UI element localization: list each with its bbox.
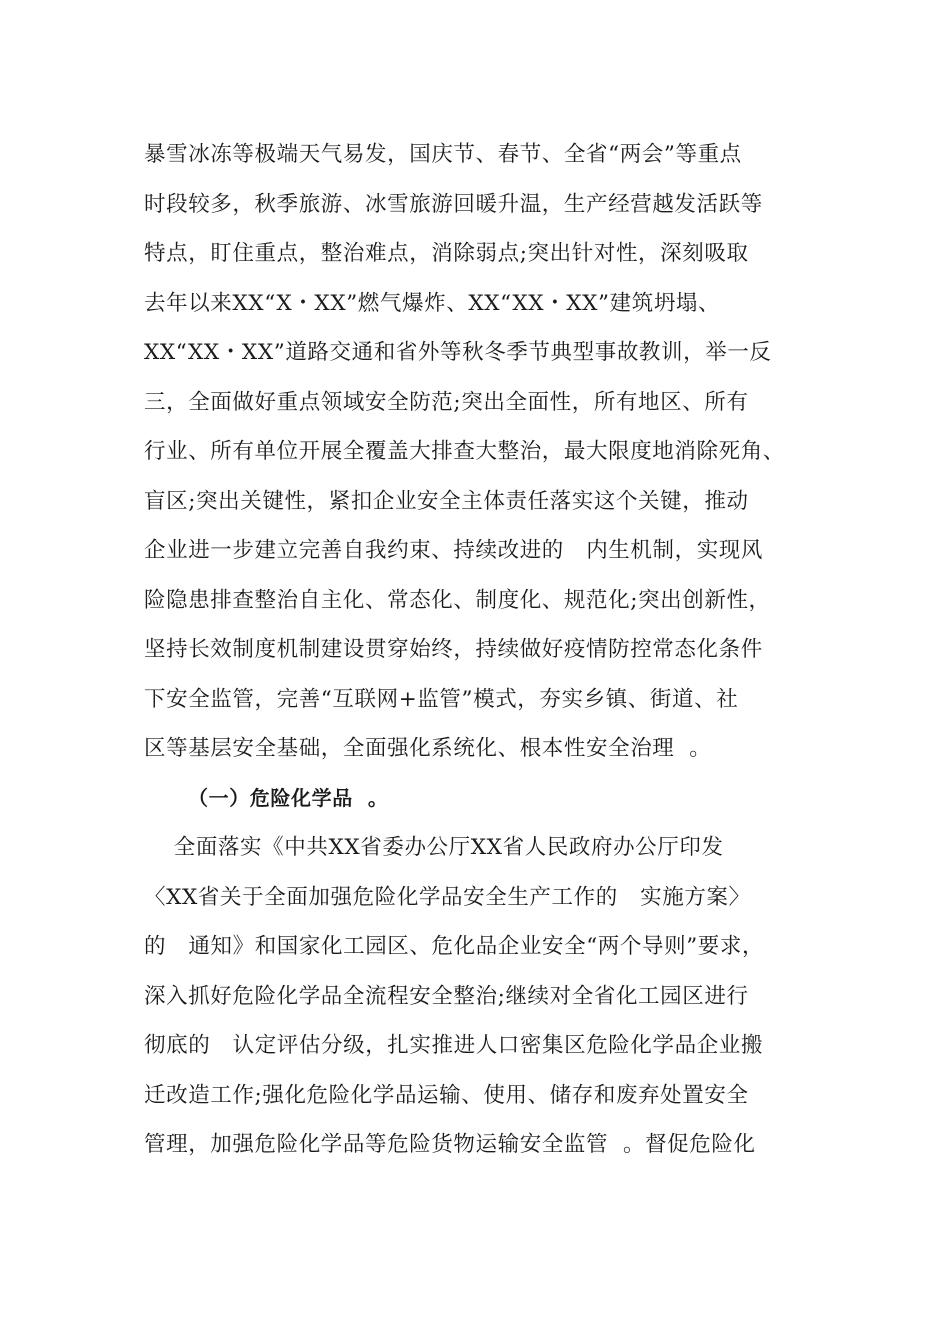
paragraph-line: 三，全面做好重点领域安全防范;突出全面性，所有地区、所有 [144,389,749,415]
paragraph-line: 特点，盯住重点，整治难点，消除弱点;突出针对性，深刻吸取 [144,241,749,266]
paragraph-line: 全面落实《中共XX省委办公厅XX省人民政府办公厅印发 [144,835,724,860]
paragraph-line: 暴雪冰冻等极端天气易发，国庆节、春节、全省“两会”等重点 [144,142,742,167]
paragraph-line: 险隐患排查整治自主化、常态化、制度化、规范化;突出创新性， [144,587,771,613]
paragraph-line: 区等基层安全基础，全面强化系统化、根本性安全治理 。 [144,736,712,761]
paragraph-line: 迁改造工作;强化危险化学品运输、使用、储存和废弃处置安全 [144,1082,749,1108]
section-heading: （一）危险化学品 。 [188,785,389,810]
paragraph-line: 去年以来XX“X・XX”燃气爆炸、XX“XX・XX”建筑坍塌、 [144,290,721,316]
paragraph-line: 盲区;突出关键性，紧扣企业安全主体责任落实这个关键，推动 [144,488,749,514]
paragraph-line: 坚持长效制度机制建设贯穿始终，持续做好疫情防控常态化条件 [144,637,763,662]
paragraph-line: 企业进一步建立完善自我约束、持续改进的 内生机制，实现风 [144,538,764,563]
paragraph-line: 深入抓好危险化学品全流程安全整治;继续对全省化工园区进行 [144,983,749,1009]
paragraph-line: 的 通知》和国家化工园区、危化品企业安全“两个导则”要求， [144,934,765,959]
paragraph-line: 下安全监管，完善“互联网+监管”模式，夯实乡镇、街道、社 [144,686,739,712]
paragraph-line: 行业、所有单位开展全覆盖大排查大整治，最大限度地消除死角、 [144,439,785,464]
document-body [144,130,844,1170]
paragraph-line: 彻底的 认定评估分级，扎实推进人口密集区危险化学品企业搬 [144,1033,764,1058]
paragraph-line: 管理，加强危险化学品等危险货物运输安全监管 。督促危险化 [144,1132,756,1157]
paragraph-line: XX“XX・XX”道路交通和省外等秋冬季节典型事故教训，举一反 [144,340,772,365]
paragraph-line: 时段较多，秋季旅游、冰雪旅游回暖升温，生产经营越发活跃等 [144,191,763,217]
paragraph-line: 〈XX省关于全面加强危险化学品安全生产工作的 实施方案〉 [144,884,751,910]
